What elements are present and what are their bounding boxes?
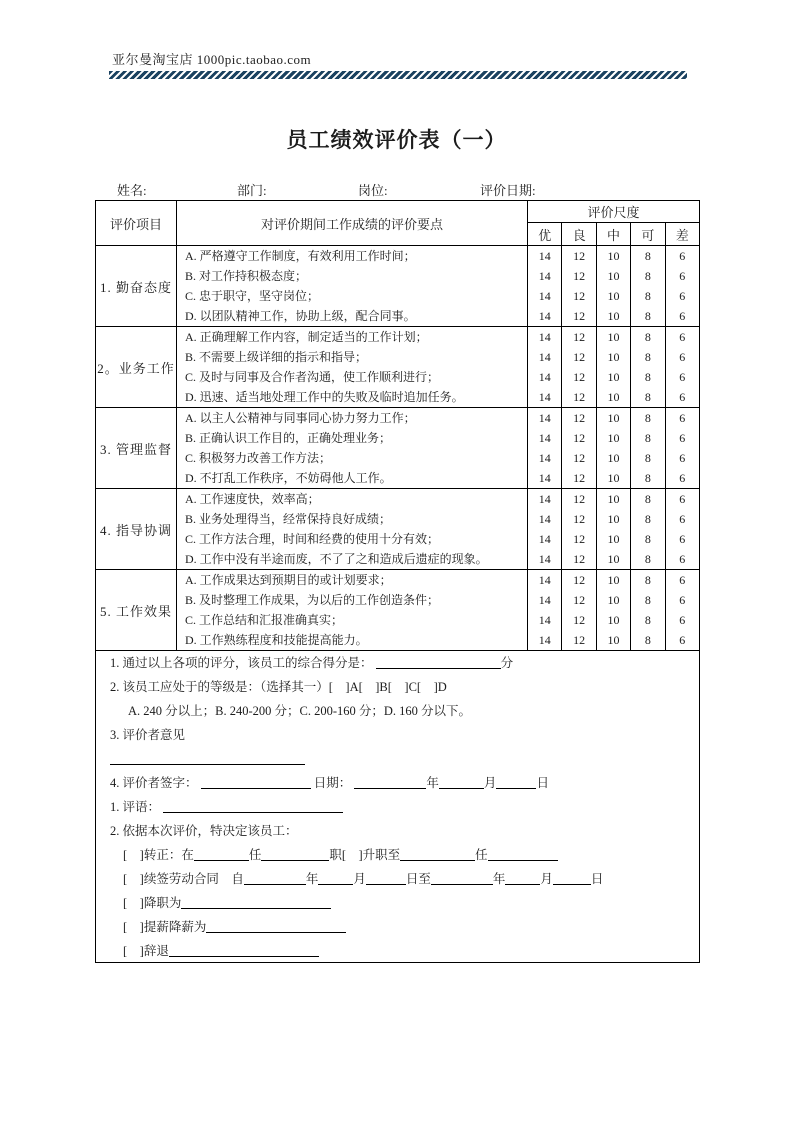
- fill-in-blank: [194, 846, 249, 861]
- score-value: 6: [679, 593, 686, 607]
- fill-in-blank: [439, 774, 484, 789]
- form-fields-row: [95, 180, 700, 198]
- score-value: 12: [573, 330, 586, 344]
- score-value: 12: [573, 269, 586, 283]
- summary-text: 2. 该员工应处于的等级是：（选择其一）[ ]A[ ]B[ ]C[ ]D: [110, 680, 447, 694]
- summary-text: 月: [353, 872, 366, 886]
- summary-text: 分: [500, 656, 514, 670]
- evaluation-point: D. 以团队精神工作，协助上级，配合同事。: [185, 309, 416, 323]
- summary-line: [110, 795, 687, 819]
- score-column-cell: [528, 489, 562, 570]
- score-value: 8: [644, 573, 651, 587]
- score-value: 6: [679, 411, 686, 425]
- score-column-cell: [665, 327, 699, 408]
- score-column-cell: [562, 570, 596, 651]
- score-value: 8: [644, 532, 651, 546]
- score-value: 14: [538, 512, 551, 526]
- score-value: 8: [644, 390, 651, 404]
- summary-line: [110, 699, 687, 723]
- summary-text: 3. 评价者意见: [110, 728, 186, 742]
- fill-in-blank: [318, 870, 353, 885]
- fill-in-blank: [244, 870, 306, 885]
- score-value: 8: [644, 512, 651, 526]
- summary-text: 日: [590, 872, 604, 886]
- score-column-cell: [596, 489, 630, 570]
- evaluation-point: D. 迅速、适当地处理工作中的失败及临时追加任务。: [185, 390, 464, 404]
- summary-line: [110, 747, 687, 771]
- score-value: 6: [679, 613, 686, 627]
- score-value: 12: [573, 451, 586, 465]
- header-points-column: 对评价期间工作成绩的评价要点: [177, 201, 528, 246]
- score-value: 14: [538, 431, 551, 445]
- score-value: 6: [679, 552, 686, 566]
- score-value: 10: [607, 613, 620, 627]
- fill-in-blank: [110, 750, 305, 765]
- score-value: 8: [644, 613, 651, 627]
- score-column-cell: [596, 570, 630, 651]
- brand-text: 亚尔曼淘宝店 1000pic.taobao.com: [112, 52, 312, 67]
- fill-in-blank: [488, 846, 558, 861]
- fill-in-blank: [376, 654, 501, 669]
- category-cell: 1. 勤奋态度: [96, 246, 177, 327]
- score-value: 8: [644, 249, 651, 263]
- summary-text: 年: [492, 872, 506, 886]
- evaluation-point: C. 工作方法合理，时间和经费的使用十分有效；: [185, 532, 440, 546]
- scale-grade-header: 优: [528, 223, 562, 246]
- score-value: 14: [538, 289, 551, 303]
- score-column-cell: [665, 489, 699, 570]
- score-value: 6: [679, 532, 686, 546]
- score-value: 12: [573, 552, 586, 566]
- score-value: 12: [573, 390, 586, 404]
- summary-line: [110, 675, 687, 699]
- score-value: 10: [607, 370, 620, 384]
- evaluation-point: C. 及时与同事及合作者沟通，使工作顺利进行；: [185, 370, 440, 384]
- score-value: 14: [538, 613, 551, 627]
- summary-line: [110, 915, 687, 939]
- score-value: 14: [538, 350, 551, 364]
- score-value: 12: [573, 431, 586, 445]
- score-value: 14: [538, 532, 551, 546]
- score-column-cell: [596, 408, 630, 489]
- evaluation-point: D. 工作中没有半途而废，不了了之和造成后遗症的现象。: [185, 552, 488, 566]
- score-value: 10: [607, 411, 620, 425]
- score-value: 14: [538, 309, 551, 323]
- evaluation-point: C. 工作总结和汇报准确真实；: [185, 613, 344, 627]
- summary-line: [110, 771, 687, 795]
- category-cell: 5. 工作效果: [96, 570, 177, 651]
- score-value: 12: [573, 309, 586, 323]
- score-value: 12: [573, 512, 586, 526]
- evaluation-section-row: [96, 246, 700, 327]
- score-value: 14: [538, 390, 551, 404]
- score-value: 6: [679, 309, 686, 323]
- score-column-cell: [631, 327, 665, 408]
- summary-text: 1. 评语：: [110, 800, 164, 814]
- score-value: 14: [538, 552, 551, 566]
- score-column-cell: [665, 246, 699, 327]
- score-column-cell: [665, 570, 699, 651]
- summary-text: 任: [248, 848, 262, 862]
- summary-text: [ ]降职为: [123, 896, 182, 910]
- summary-text: [ ]续签劳动合同 自: [123, 872, 244, 886]
- summary-text: 日期：: [310, 776, 355, 790]
- score-column-cell: [665, 408, 699, 489]
- score-column-cell: [596, 246, 630, 327]
- score-value: 6: [679, 249, 686, 263]
- fill-in-blank: [354, 774, 426, 789]
- summary-line: [110, 891, 687, 915]
- fill-in-blank: [496, 774, 536, 789]
- score-value: 12: [573, 350, 586, 364]
- evaluation-point: B. 业务处理得当，经常保持良好成绩；: [185, 512, 392, 526]
- evaluation-points-cell: [177, 246, 528, 327]
- evaluation-point: B. 正确认识工作目的，正确处理业务；: [185, 431, 392, 445]
- summary-text: 月: [540, 872, 553, 886]
- score-value: 10: [607, 593, 620, 607]
- score-value: 12: [573, 613, 586, 627]
- score-value: 6: [679, 512, 686, 526]
- score-value: 14: [538, 451, 551, 465]
- fill-in-blank: [366, 870, 406, 885]
- evaluation-table-header: [96, 201, 700, 246]
- score-value: 6: [679, 451, 686, 465]
- evaluation-section-row: [96, 570, 700, 651]
- summary-line: [110, 723, 687, 747]
- score-value: 8: [644, 289, 651, 303]
- evaluation-table-body: [96, 246, 700, 651]
- score-value: 14: [538, 269, 551, 283]
- score-value: 10: [607, 269, 620, 283]
- score-value: 14: [538, 471, 551, 485]
- summary-line: [110, 651, 687, 675]
- score-value: 6: [679, 330, 686, 344]
- divider-stripe: [109, 71, 687, 79]
- fill-in-blank: [201, 774, 311, 789]
- score-column-cell: [596, 327, 630, 408]
- scale-grade-header: 良: [562, 223, 596, 246]
- scale-grade-header: 中: [596, 223, 630, 246]
- score-value: 12: [573, 492, 586, 506]
- evaluation-point: C. 忠于职守，坚守岗位；: [185, 289, 320, 303]
- score-column-cell: [562, 489, 596, 570]
- score-value: 12: [573, 289, 586, 303]
- score-value: 8: [644, 492, 651, 506]
- fill-in-blank: [163, 798, 343, 813]
- summary-text: 4. 评价者签字：: [110, 776, 201, 790]
- score-value: 14: [538, 573, 551, 587]
- score-value: 8: [644, 451, 651, 465]
- score-value: 6: [679, 431, 686, 445]
- score-value: 6: [679, 269, 686, 283]
- fill-in-blank: [431, 870, 493, 885]
- evaluation-point: D. 工作熟练程度和技能提高能力。: [185, 633, 368, 647]
- score-value: 6: [679, 350, 686, 364]
- summary-text: [ ]提薪降薪为: [123, 920, 207, 934]
- score-value: 10: [607, 633, 620, 647]
- score-value: 10: [607, 492, 620, 506]
- evaluation-point: A. 正确理解工作内容，制定适当的工作计划；: [185, 330, 428, 344]
- evaluation-point: B. 不需要上级详细的指示和指导；: [185, 350, 368, 364]
- score-value: 14: [538, 593, 551, 607]
- scale-grade-header: 可: [631, 223, 665, 246]
- evaluation-points-cell: [177, 570, 528, 651]
- fill-in-blank: [553, 870, 591, 885]
- evaluation-point: D. 不打乱工作秩序，不妨碍他人工作。: [185, 471, 392, 485]
- score-value: 8: [644, 411, 651, 425]
- evaluation-point: A. 严格遵守工作制度，有效利用工作时间；: [185, 249, 416, 263]
- score-column-cell: [631, 246, 665, 327]
- score-value: 14: [538, 249, 551, 263]
- evaluation-points-cell: [177, 327, 528, 408]
- score-value: 10: [607, 249, 620, 263]
- score-value: 8: [644, 431, 651, 445]
- score-column-cell: [528, 246, 562, 327]
- score-value: 10: [607, 350, 620, 364]
- summary-text: [ ]转正：在: [123, 848, 194, 862]
- header-item-column: 评价项目: [96, 201, 177, 246]
- field-label-department: 部门:: [237, 183, 267, 198]
- score-value: 10: [607, 471, 620, 485]
- score-value: 14: [538, 411, 551, 425]
- score-value: 6: [679, 471, 686, 485]
- score-value: 14: [538, 492, 551, 506]
- score-column-cell: [562, 246, 596, 327]
- score-value: 6: [679, 370, 686, 384]
- score-value: 8: [644, 633, 651, 647]
- score-value: 12: [573, 532, 586, 546]
- score-value: 10: [607, 289, 620, 303]
- score-value: 10: [607, 532, 620, 546]
- score-value: 10: [607, 552, 620, 566]
- summary-text: 日: [536, 776, 549, 790]
- score-column-cell: [528, 570, 562, 651]
- score-value: 10: [607, 330, 620, 344]
- summary-text: 年: [305, 872, 319, 886]
- score-value: 12: [573, 633, 586, 647]
- evaluation-points-cell: [177, 489, 528, 570]
- score-value: 8: [644, 593, 651, 607]
- score-column-cell: [562, 408, 596, 489]
- category-cell: 3. 管理监督: [96, 408, 177, 489]
- summary-section: [95, 643, 700, 963]
- summary-line: [110, 939, 687, 963]
- evaluation-section-row: [96, 489, 700, 570]
- evaluation-section-row: [96, 327, 700, 408]
- score-value: 8: [644, 471, 651, 485]
- scale-grade-header: 差: [665, 223, 699, 246]
- category-cell: 2。业务工作: [96, 327, 177, 408]
- score-value: 6: [679, 633, 686, 647]
- evaluation-points-cell: [177, 408, 528, 489]
- score-value: 6: [679, 492, 686, 506]
- category-cell: 4. 指导协调: [96, 489, 177, 570]
- evaluation-point: A. 工作速度快，效率高；: [185, 492, 320, 506]
- score-value: 12: [573, 370, 586, 384]
- field-label-name: 姓名:: [117, 183, 147, 198]
- evaluation-point: B. 及时整理工作成果，为以后的工作创造条件；: [185, 593, 440, 607]
- fill-in-blank: [261, 846, 329, 861]
- summary-text: 1. 通过以上各项的评分，该员工的综合得分是：: [110, 656, 376, 670]
- score-value: 10: [607, 390, 620, 404]
- summary-text: A. 240 分以上；B. 240-200 分；C. 200-160 分；D. 160 分以下。: [128, 704, 472, 718]
- score-value: 12: [573, 411, 586, 425]
- field-label-date: 评价日期:: [480, 183, 536, 198]
- summary-text: [ ]辞退: [123, 944, 169, 958]
- score-value: 14: [538, 330, 551, 344]
- score-value: 6: [679, 573, 686, 587]
- summary-line: [110, 867, 687, 891]
- header-scale-column: 评价尺度: [528, 201, 700, 223]
- score-column-cell: [631, 408, 665, 489]
- summary-line: [110, 843, 687, 867]
- summary-text: 年: [426, 776, 439, 790]
- summary-line: [110, 819, 687, 843]
- score-value: 14: [538, 370, 551, 384]
- score-value: 12: [573, 249, 586, 263]
- field-label-position: 岗位:: [358, 183, 388, 198]
- evaluation-point: A. 工作成果达到预期目的或计划要求；: [185, 573, 392, 587]
- evaluation-point: A. 以主人公精神与同事同心协力努力工作；: [185, 411, 416, 425]
- score-value: 10: [607, 573, 620, 587]
- score-value: 8: [644, 309, 651, 323]
- score-value: 10: [607, 309, 620, 323]
- fill-in-blank: [181, 894, 331, 909]
- summary-text: 月: [483, 776, 497, 790]
- evaluation-point: C. 积极努力改善工作方法；: [185, 451, 332, 465]
- score-column-cell: [528, 327, 562, 408]
- score-column-cell: [562, 327, 596, 408]
- score-value: 8: [644, 330, 651, 344]
- summary-text: 职[ ]升职至: [329, 848, 401, 862]
- summary-text: 2. 依据本次评价，特决定该员工：: [110, 824, 298, 838]
- score-value: 6: [679, 390, 686, 404]
- fill-in-blank: [505, 870, 540, 885]
- score-value: 12: [573, 593, 586, 607]
- score-value: 8: [644, 552, 651, 566]
- fill-in-blank: [400, 846, 475, 861]
- score-value: 10: [607, 512, 620, 526]
- score-value: 8: [644, 350, 651, 364]
- evaluation-section-row: [96, 408, 700, 489]
- score-column-cell: [631, 570, 665, 651]
- fill-in-blank: [206, 918, 346, 933]
- score-value: 8: [644, 269, 651, 283]
- score-column-cell: [528, 408, 562, 489]
- score-value: 6: [679, 289, 686, 303]
- score-value: 12: [573, 573, 586, 587]
- score-value: 10: [607, 451, 620, 465]
- score-value: 14: [538, 633, 551, 647]
- fill-in-blank: [169, 942, 319, 957]
- score-column-cell: [631, 489, 665, 570]
- page-title: 员工绩效评价表（一）: [286, 128, 507, 152]
- score-value: 10: [607, 431, 620, 445]
- evaluation-table: [95, 200, 700, 651]
- summary-text: 任: [475, 848, 488, 862]
- evaluation-point: B. 对工作持积极态度；: [185, 269, 308, 283]
- score-value: 8: [644, 370, 651, 384]
- score-value: 12: [573, 471, 586, 485]
- summary-text: 日至: [405, 872, 431, 886]
